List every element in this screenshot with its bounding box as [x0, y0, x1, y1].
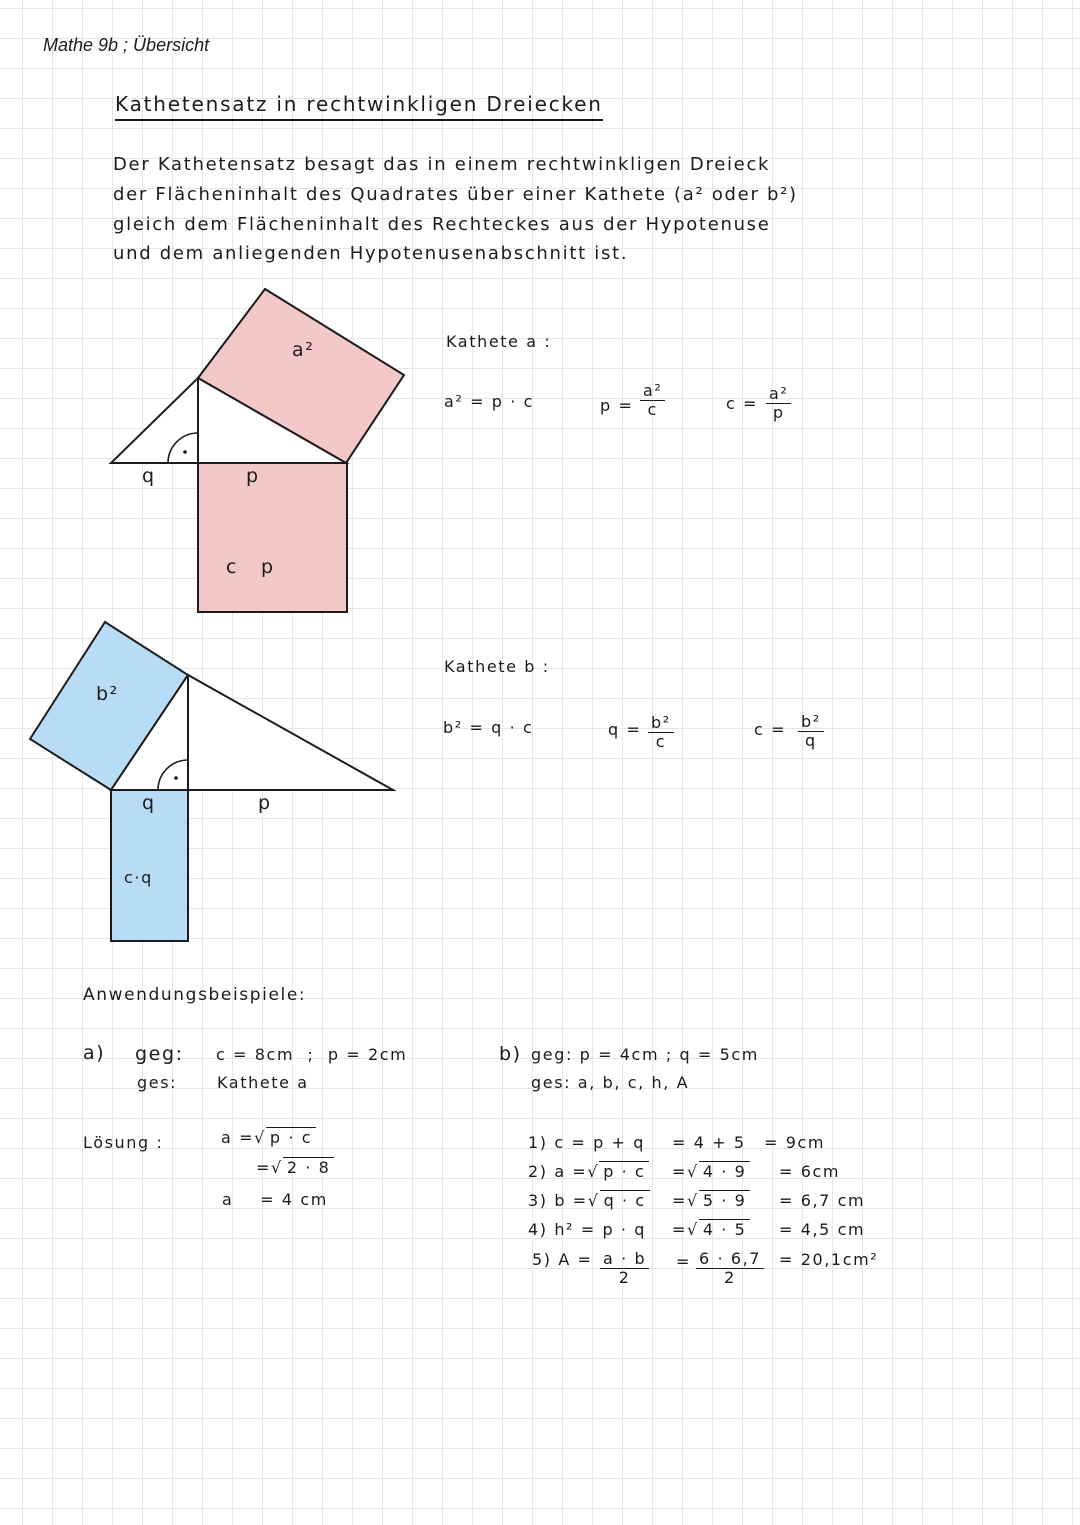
q-formula-fraction: [648, 714, 674, 751]
example-a-loesung-label: Lösung :: [83, 1133, 164, 1152]
example-b-label: b): [499, 1043, 522, 1065]
math-result: = 4 cm: [260, 1190, 328, 1209]
radicand: 5 · 9: [699, 1190, 751, 1210]
label-q-a: q: [142, 465, 156, 487]
sqrt-sign: √: [587, 1162, 600, 1181]
fraction-numerator: b²: [648, 714, 674, 733]
equals: =: [672, 1220, 688, 1239]
fraction-denominator: q: [805, 731, 817, 750]
example-a-geg-value: c = 8cm ; p = 2cm: [216, 1045, 408, 1064]
radicand: p · c: [266, 1127, 316, 1147]
fraction-denominator: 2: [724, 1268, 736, 1287]
step-2-lhs: [528, 1162, 649, 1181]
example-a-ges-value: Kathete a: [217, 1073, 309, 1092]
kathete-b-formula: b² = q · c: [443, 718, 534, 737]
step-3-lhs: [528, 1191, 650, 1210]
c-formula-lhs-a: c =: [726, 394, 759, 413]
example-b-geg: geg: p = 4cm ; q = 5cm: [531, 1045, 759, 1064]
example-a-geg-label: geg:: [135, 1043, 184, 1065]
label-p-a: p: [246, 465, 260, 487]
page-header: Mathe 9b ; Übersicht: [43, 35, 210, 55]
fraction-numerator: a²: [640, 382, 665, 401]
example-a-line-1: [221, 1128, 316, 1147]
math-lhs: a =: [221, 1128, 255, 1147]
p-formula-lhs: p =: [600, 396, 634, 415]
label-rect-c-p: c p: [226, 556, 275, 578]
step-expression: a =: [554, 1162, 588, 1181]
q-formula-lhs: q =: [608, 720, 642, 739]
step-expression: b =: [554, 1191, 588, 1210]
radicand: 4 · 9: [699, 1161, 751, 1181]
intro-line: der Flächeninhalt des Quadrates über einer Kathete (a² oder b²): [113, 183, 798, 205]
step-number: 1): [528, 1133, 548, 1152]
example-b-ges: ges: a, b, c, h, A: [531, 1073, 690, 1092]
label-a-squared: a²: [292, 339, 315, 361]
step-number: 3): [528, 1191, 548, 1210]
step-number: 4): [528, 1220, 548, 1239]
sqrt-sign: √: [254, 1128, 266, 1147]
label-p-b: p: [258, 792, 272, 814]
sqrt-sign: √: [687, 1191, 699, 1210]
step-5-result: = 20,1cm²: [779, 1250, 879, 1269]
step-number: 5): [532, 1250, 552, 1269]
rectangle-c-p: [198, 463, 347, 612]
sqrt-sign: √: [587, 1191, 600, 1210]
radicand: 4 · 5: [699, 1219, 751, 1239]
step-4-result: = 4,5 cm: [779, 1220, 866, 1239]
intro-line: gleich dem Flächeninhalt des Rechteckes aus der Hypotenuse: [113, 213, 771, 235]
example-a-ges-label: ges:: [137, 1073, 178, 1092]
fraction-numerator: a · b: [600, 1250, 649, 1269]
intro-line: und dem anliegenden Hypotenusenabschnitt ist.: [113, 243, 629, 265]
step-expression: A =: [558, 1250, 593, 1269]
step-4-lhs: [528, 1220, 646, 1239]
figure-kathete-b: [30, 622, 393, 941]
label-b-squared: b²: [96, 683, 119, 705]
fraction-denominator: 2: [618, 1268, 631, 1287]
c-formula-fraction-a: [766, 385, 791, 422]
kathete-a-formula: a² = p · c: [444, 392, 535, 411]
step-1-mid: = 4 + 5: [672, 1133, 746, 1152]
sqrt-sign: √: [271, 1158, 283, 1177]
page-title: Kathetensatz in rechtwinkligen Dreiecken: [115, 92, 603, 121]
radicand: q · c: [600, 1190, 650, 1210]
example-a-line-3: [222, 1190, 328, 1209]
fraction-numerator: 6 · 6,7: [696, 1250, 764, 1269]
c-formula-fraction-b: [798, 713, 824, 750]
fraction-numerator: a²: [766, 385, 791, 404]
step-1-lhs: [528, 1133, 645, 1152]
kathete-a-heading: Kathete a :: [446, 332, 552, 351]
radicand: p · c: [599, 1161, 649, 1181]
p-formula-fraction: [640, 382, 665, 419]
step-3-result: = 6,7 cm: [779, 1191, 866, 1210]
c-formula-lhs-b: c =: [754, 720, 787, 739]
fraction-numerator: b²: [798, 713, 824, 732]
example-a-line-2: [256, 1158, 334, 1177]
fraction-denominator: c: [647, 400, 658, 419]
radicand: 2 · 8: [283, 1157, 335, 1177]
sqrt-sign: √: [687, 1220, 699, 1239]
step-5-mid-fraction: [696, 1250, 764, 1287]
step-5-lhs-fraction: [600, 1250, 649, 1287]
step-2-result: = 6cm: [779, 1162, 841, 1181]
fraction-denominator: p: [772, 403, 785, 422]
right-angle-dot-b: [174, 776, 178, 780]
step-expression: h² = p · q: [554, 1220, 647, 1239]
label-q-b: q: [142, 792, 156, 814]
equals: =: [672, 1162, 688, 1181]
step-4-mid: [672, 1220, 750, 1239]
step-3-mid: [672, 1191, 750, 1210]
step-2-mid: [672, 1162, 750, 1181]
step-5-lhs: [532, 1250, 593, 1269]
right-angle-dot-a: [183, 450, 187, 454]
label-c-q: c·q: [124, 868, 153, 887]
fraction-denominator: c: [655, 732, 667, 751]
step-expression: c = p + q: [554, 1133, 645, 1152]
equals: =: [672, 1191, 688, 1210]
example-a-label: a): [83, 1042, 106, 1064]
math-lhs: =: [256, 1158, 272, 1177]
kathete-b-heading: Kathete b :: [444, 657, 550, 676]
math-lhs: a: [222, 1190, 234, 1209]
step-number: 2): [528, 1162, 548, 1181]
step-1-result: = 9cm: [764, 1133, 826, 1152]
examples-heading: Anwendungsbeispiele:: [83, 985, 307, 1005]
intro-line: Der Kathetensatz besagt das in einem rechtwinkligen Dreieck: [113, 154, 771, 175]
step-5-equals: =: [676, 1252, 692, 1271]
sqrt-sign: √: [687, 1162, 699, 1181]
